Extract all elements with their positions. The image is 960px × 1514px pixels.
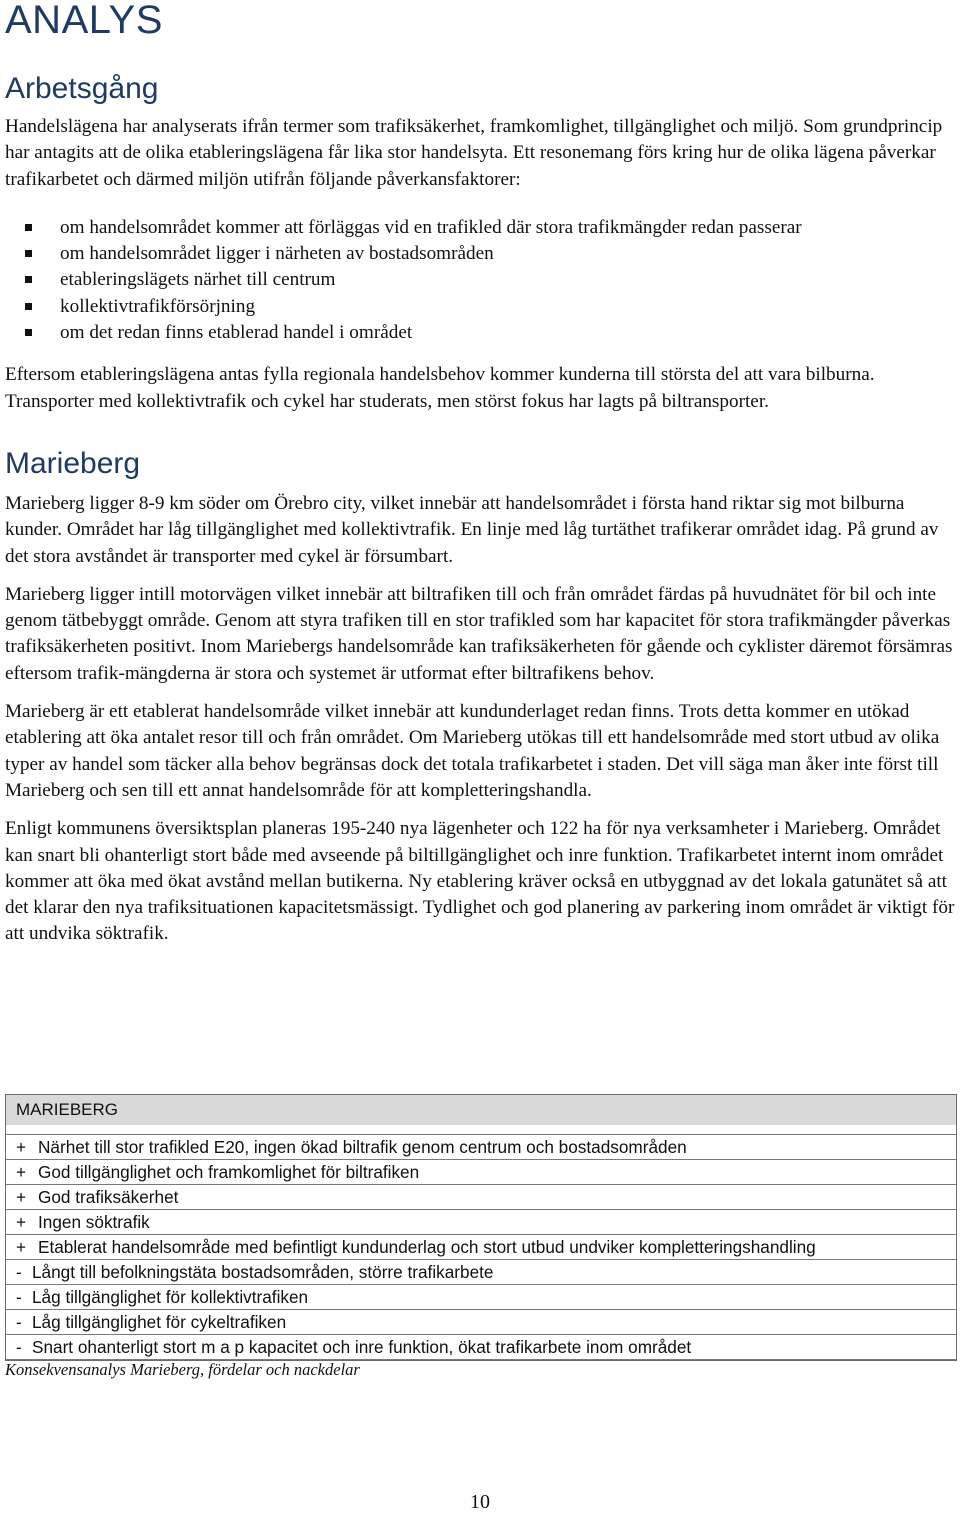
table-row: - Snart ohanterligt stort m a p kapacitet och inre funktion, ökat trafikarbete inom området <box>6 1334 956 1360</box>
list-item: om det redan finns etablerad handel i området <box>5 320 955 346</box>
intro-paragraph: Handelslägena har analyserats ifrån termer som trafiksäkerhet, framkomlighet, tillgänglighet och miljö. Som grundprincip har antagits att de olika etableringslägena får lika stor handelsyta. Ett resonemang förs kring hur de olika lägena påverkar trafikarbetet och därmed miljön utifrån följande påverkansfaktorer: <box>5 116 943 190</box>
summary-box <box>5 1094 957 1361</box>
table-row: + God trafiksäkerhet <box>6 1184 956 1209</box>
summary-box-heading: MARIEBERG <box>6 1095 956 1126</box>
bullet-square-icon <box>25 250 32 257</box>
document-page <box>5 0 955 948</box>
list-item: om handelsområdet kommer att förläggas vid en trafikled där stora trafikmängder redan passerar <box>5 215 955 241</box>
factor-list <box>5 215 955 346</box>
table-row: - Låg tillgänglighet för cykeltrafiken <box>6 1309 956 1334</box>
bullet-square-icon <box>25 224 32 231</box>
table-row: - Långt till befolkningstäta bostadsområden, större trafikarbete <box>6 1259 956 1284</box>
section-heading-marieberg: Marieberg <box>5 446 141 480</box>
table-row: - Låg tillgänglighet för kollektivtrafiken <box>6 1284 956 1309</box>
list-item: kollektivtrafikförsörjning <box>5 294 955 320</box>
box-caption: Konsekvensanalys Marieberg, fördelar och nackdelar <box>5 1360 360 1379</box>
table-row: + Etablerat handelsområde med befintligt kundunderlag och stort utbud undviker kompletteringshandling <box>6 1234 956 1259</box>
section-heading-arbetsgang: Arbetsgång <box>5 72 159 105</box>
page-number: 10 <box>470 1491 490 1513</box>
table-row: + God tillgänglighet och framkomlighet för biltrafiken <box>6 1159 956 1184</box>
bullet-square-icon <box>25 329 32 336</box>
list-item: etableringslägets närhet till centrum <box>5 267 955 293</box>
marieberg-paragraph-1: Marieberg ligger 8-9 km söder om Örebro city, vilket innebär att handelsområdet i första hand riktar sig mot bilburna kunder. Området har låg tillgänglighet med kollektivtrafik. En linje med låg turtäthet trafikerar området idag. På grund av det stora avståndet är transporter med cykel är försumbart. <box>5 492 939 567</box>
marieberg-paragraph-2: Marieberg ligger intill motorvägen vilket innebär att biltrafiken till och från området färdas på huvudnätet för bil och inte genom tätbebyggt område. Genom att styra trafiken till en stor trafikled som har kapacitet för stora trafikmängder påverkas trafiksäkerheten positivt. Inom Mariebergs handelsområde kan trafiksäkerheten för gående och cyklister däremot försämras eftersom trafik-mängderna är stora och systemet är utformat efter biltrafikens behov. <box>5 583 953 684</box>
table-row: + Ingen söktrafik <box>6 1209 956 1234</box>
marieberg-paragraph-4: Enligt kommunens översiktsplan planeras 195-240 nya lägenheter och 122 ha för nya verksamheter i Marieberg. Området kan snart bli ohanterligt stort både med avseende på biltillgänglighet och inre funktion. Trafikarbetet internt inom området kommer att öka med ökat avstånd mellan butikerna. Ny etablering kräver också en utbyggnad av det lokala gatunätet så att det klarar den nya trafiksituationen kapacitetsmässigt. Tydlighet och god planering av parkering inom området är viktigt för att undvika söktrafik. <box>5 818 955 945</box>
bullet-square-icon <box>25 303 32 310</box>
marieberg-paragraph-3: Marieberg är ett etablerat handelsområde vilket innebär att kundunderlaget redan finns. Trots detta kommer en utökad etablering att öka antalet resor till och från området. Om Marieberg utökas till ett handelsområde med stort utbud av olika typer av handel som täcker alla behov begränsas dock det totala trafikarbetet i staden. Det vill säga man åker inte först till Marieberg och sen till ett annat handelsområde för att kompletteringshandla. <box>5 701 940 801</box>
list-item: om handelsområdet ligger i närheten av bostadsområden <box>5 241 955 267</box>
outro-paragraph: Eftersom etableringslägena antas fylla regionala handelsbehov kommer kunderna till största del att vara bilburna. Transporter med kollektivtrafik och cykel har studerats, men störst fokus har lagts på biltransporter. <box>5 364 875 412</box>
table-row: + Närhet till stor trafikled E20, ingen ökad biltrafik genom centrum och bostadsområden <box>6 1134 956 1159</box>
page-title: ANALYS <box>5 0 163 42</box>
bullet-square-icon <box>25 276 32 283</box>
